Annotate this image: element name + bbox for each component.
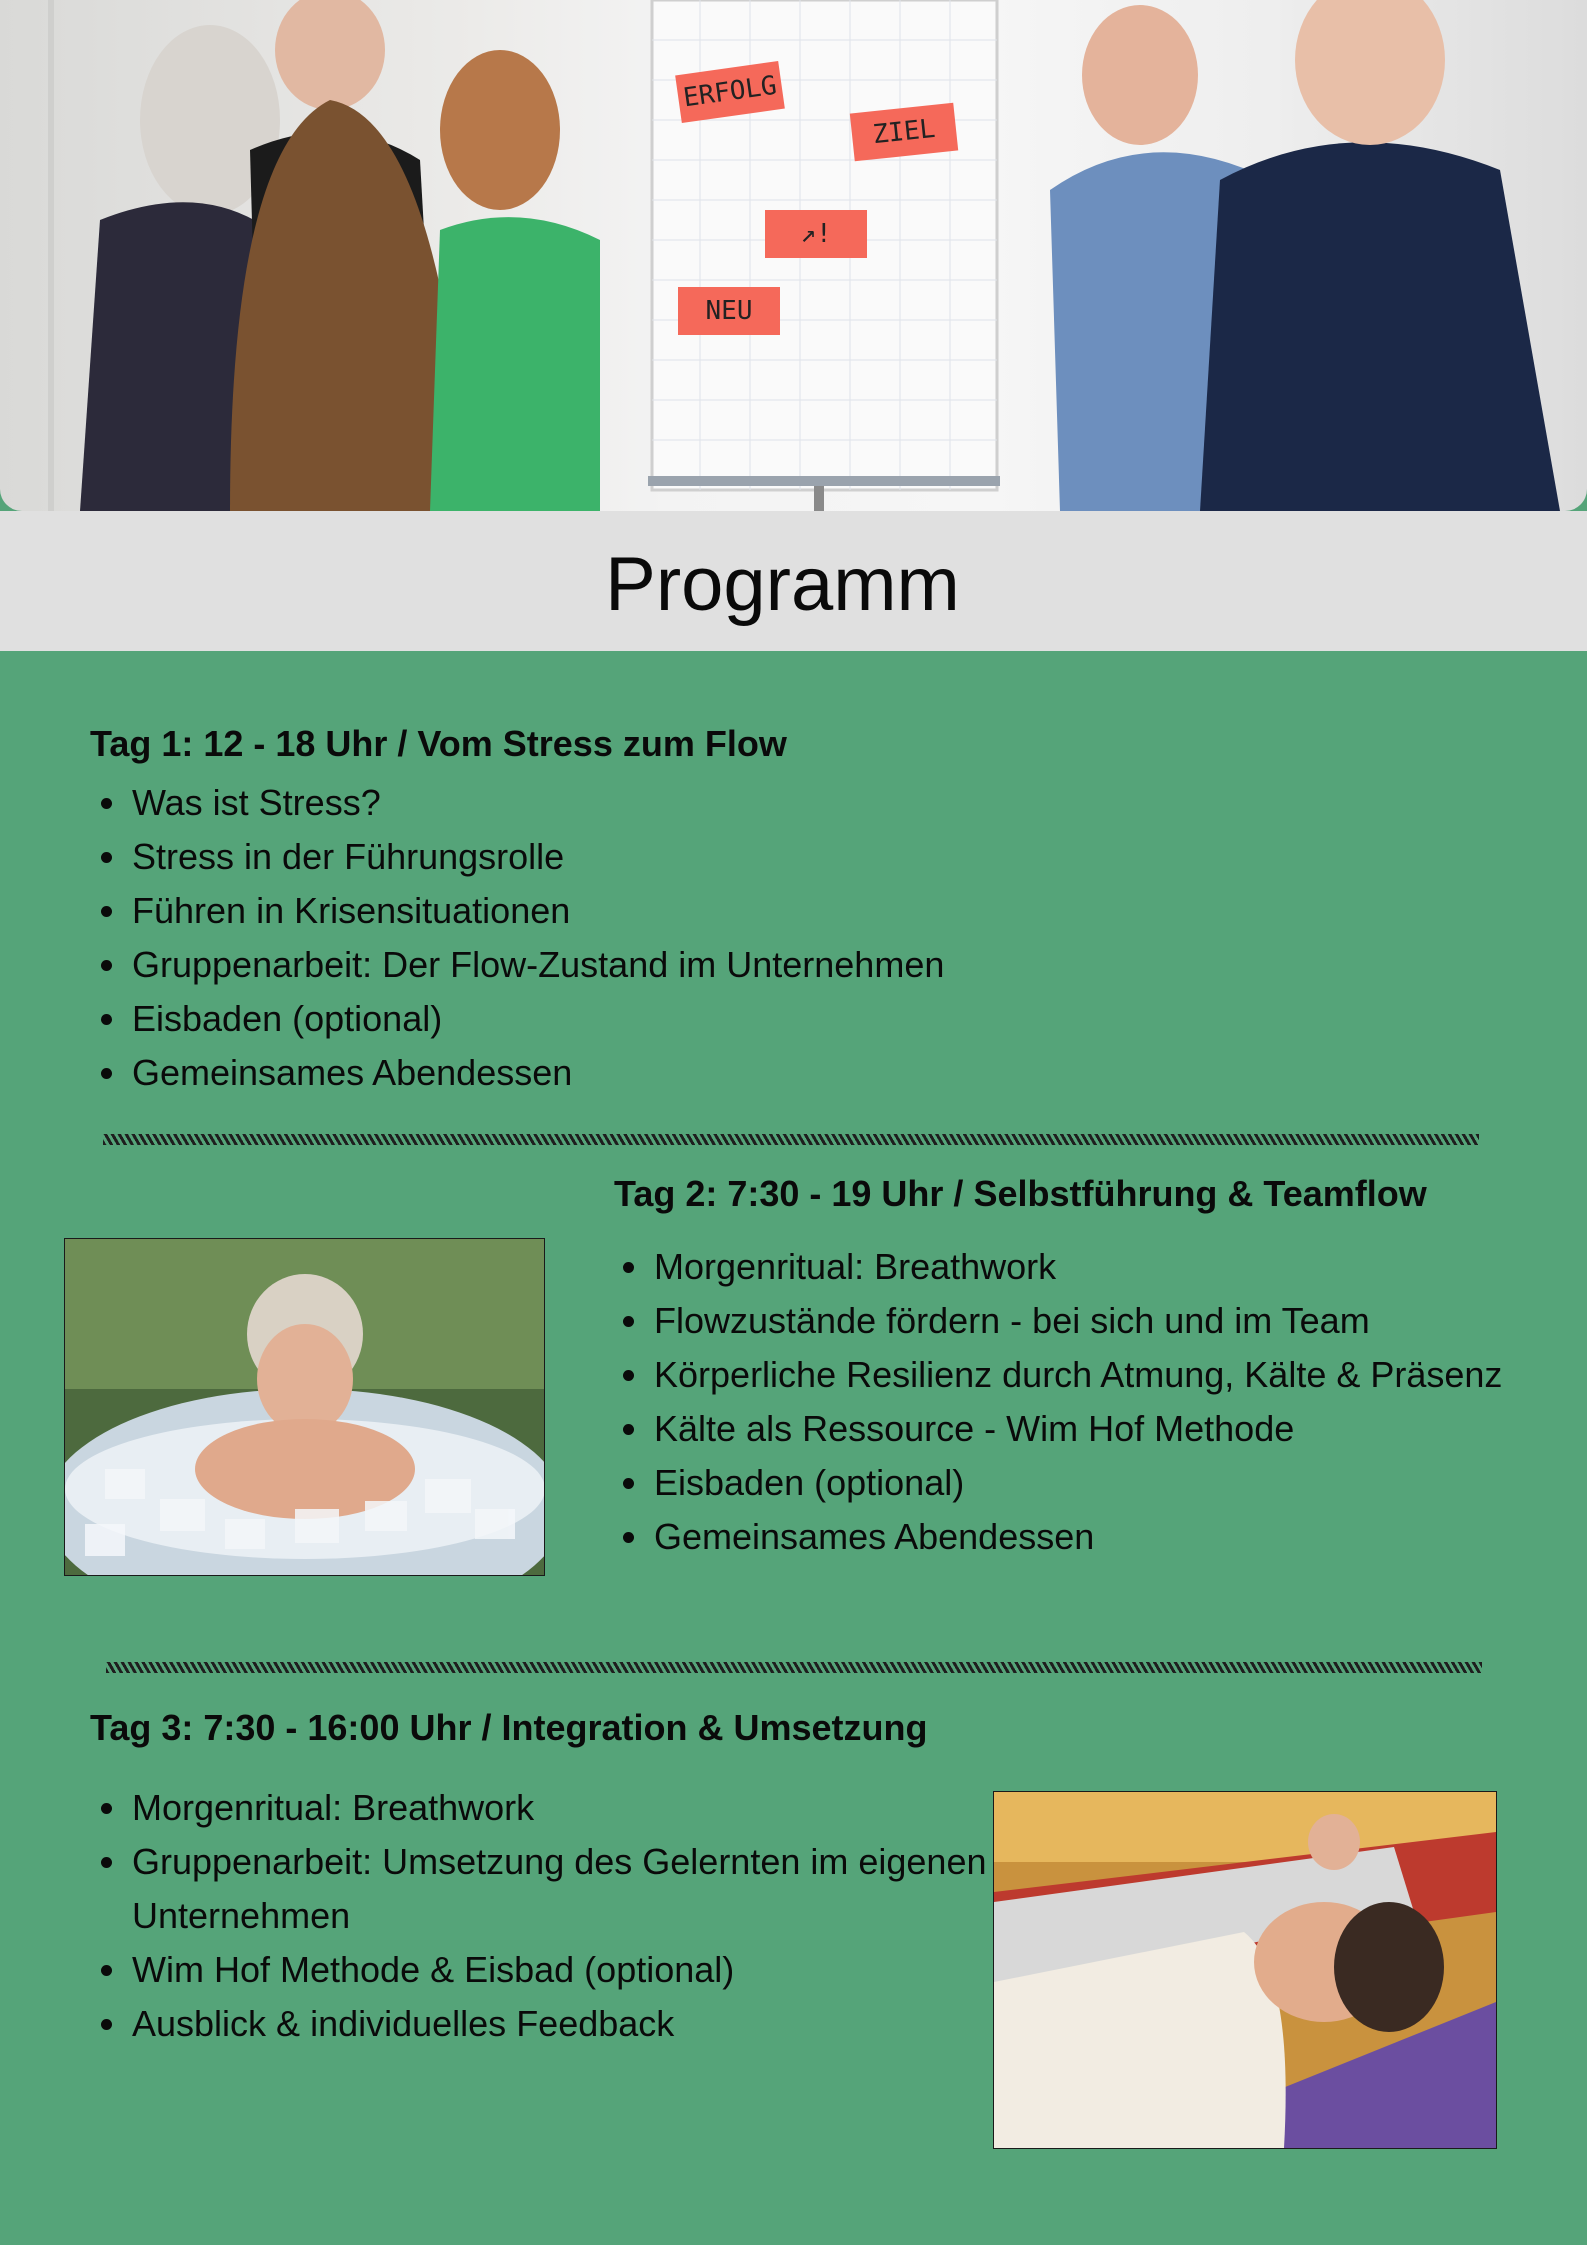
list-item: • Ausblick & individuelles Feedback [130,1997,990,2051]
list-item: • Wim Hof Methode & Eisbad (optional) [130,1943,990,1997]
day-3-heading: Tag 3: 7:30 - 16:00 Uhr / Integration & Umsetzung [90,1707,928,1748]
list-item: • Gemeinsames Abendessen [130,1046,1130,1100]
list-item: • Morgenritual: Breathwork [130,1781,990,1835]
hero-photo [0,0,1587,511]
day-2-list [614,1240,1532,1564]
day-2-heading: Tag 2: 7:30 - 19 Uhr / Selbstführung & Teamflow [614,1173,1427,1214]
list-item: • Gruppenarbeit: Der Flow-Zustand im Unternehmen [130,938,1130,992]
list-item: • Eisbaden (optional) [130,992,1130,1046]
list-item: • Flowzustände fördern - bei sich und im Team [652,1294,1532,1348]
divider [103,1134,1479,1145]
list-item: • Gruppenarbeit: Umsetzung des Gelernten im eigenen Unternehmen [130,1835,990,1943]
list-item: • Morgenritual: Breathwork [652,1240,1532,1294]
day-3-list [92,1781,990,2051]
list-item: • Führen in Krisensituationen [130,884,1130,938]
sticky-note-ziel: ZIEL [850,103,958,162]
ice-bath-illustration [65,1239,544,1575]
breathwork-illustration [994,1792,1496,2148]
list-item: • Stress in der Führungsrolle [130,830,1130,884]
day-1-heading: Tag 1: 12 - 18 Uhr / Vom Stress zum Flow [90,723,787,764]
breathwork-photo [993,1791,1497,2149]
sticky-note-neu: NEU [678,287,780,335]
divider [106,1662,1482,1673]
list-item: • Körperliche Resilienz durch Atmung, Kälte & Präsenz [652,1348,1532,1402]
list-item: • Was ist Stress? [130,776,1130,830]
ice-bath-photo [64,1238,545,1576]
list-item: • Eisbaden (optional) [652,1456,1532,1510]
list-item: • Kälte als Ressource - Wim Hof Methode [652,1402,1532,1456]
sticky-note-arrow: ↗! [765,210,867,258]
day-1-list [92,776,1130,1100]
sticky-note-erfolg: ERFOLG [675,61,785,123]
page-title: Programm [605,542,960,627]
list-item: • Gemeinsames Abendessen [652,1510,1532,1564]
